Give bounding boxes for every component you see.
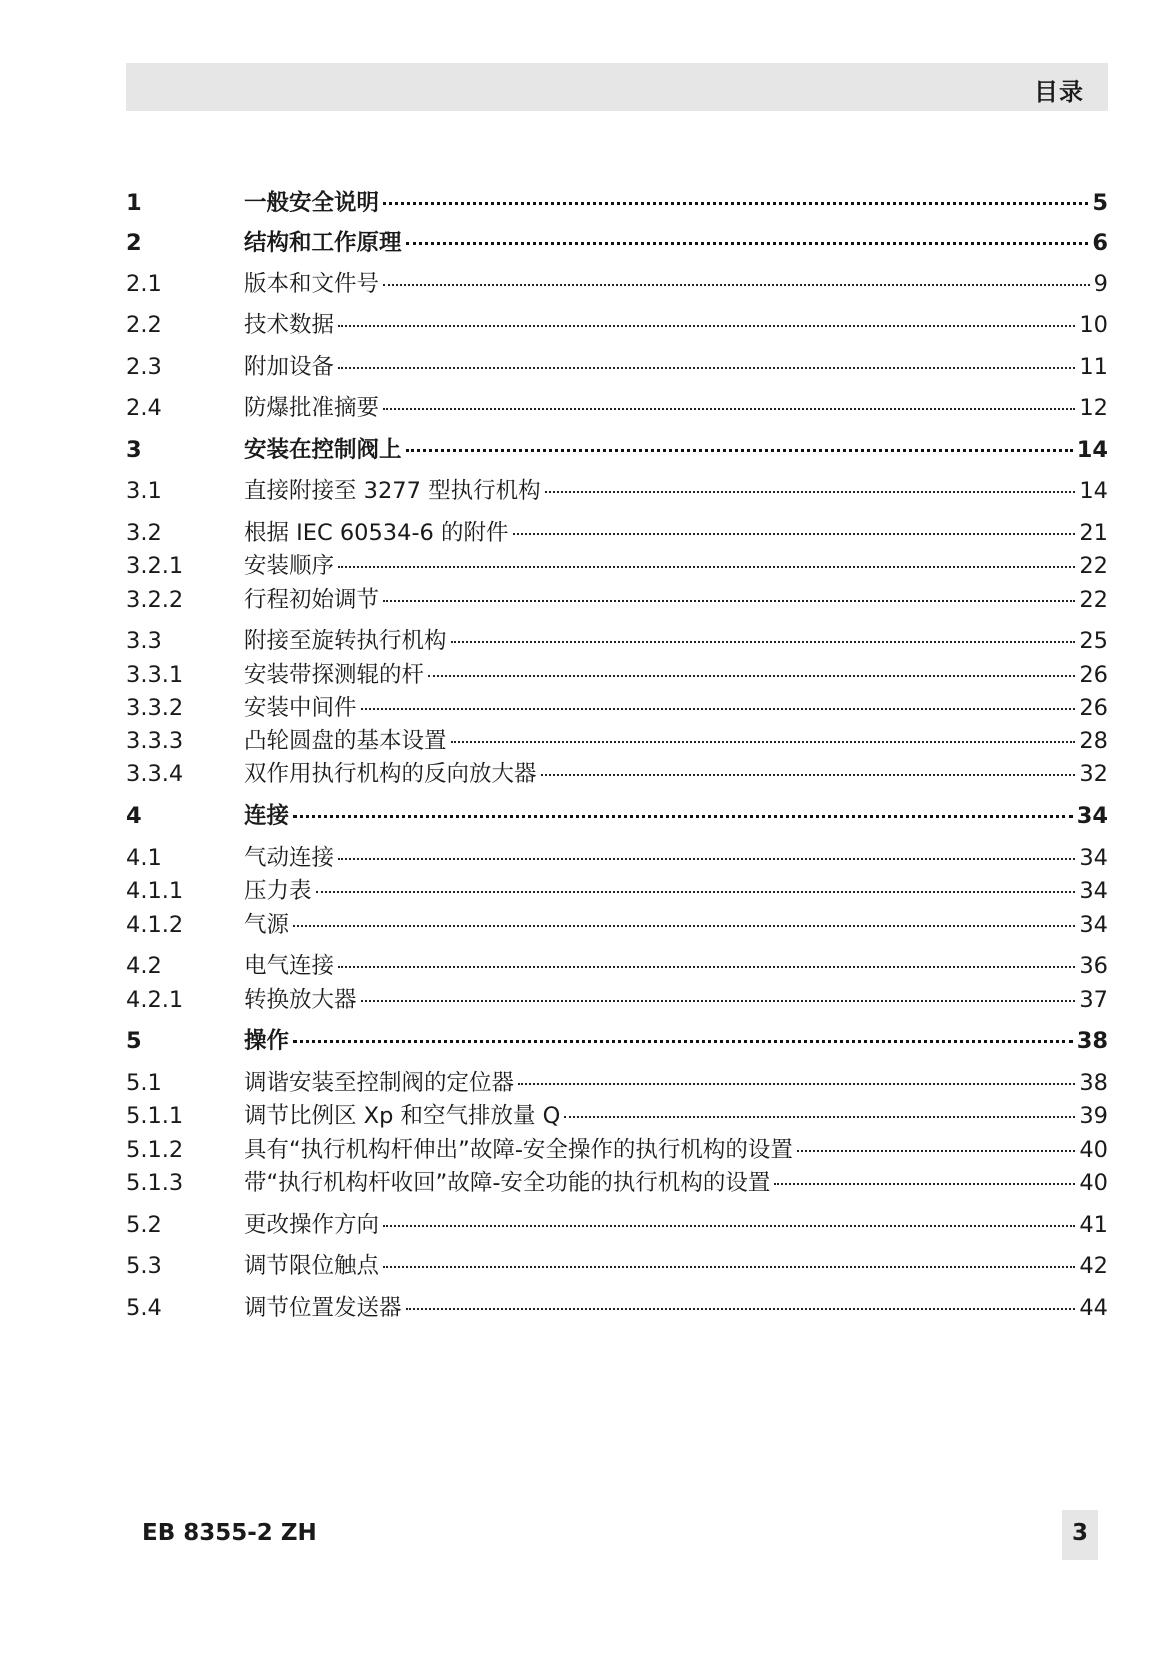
toc-leader-dots [361, 708, 1076, 710]
toc-entry[interactable] [126, 1026, 1108, 1056]
toc-entry-number: 2.1 [126, 271, 162, 297]
toc-entry-title: 安装顺序 [244, 551, 338, 581]
toc-entry-title: 调节限位触点 [244, 1251, 383, 1281]
toc-entry-number: 5 [126, 1028, 142, 1054]
toc-leader-dots [338, 966, 1075, 968]
toc-entry-number: 2.4 [126, 395, 162, 421]
toc-entry-page: 32 [1079, 761, 1108, 787]
toc-entry-number: 2.2 [126, 312, 162, 338]
toc-leader-dots [545, 491, 1076, 493]
toc-entry-number: 2 [126, 230, 142, 256]
toc-entry[interactable] [126, 801, 1108, 831]
toc-entry-title: 一般安全说明 [244, 188, 383, 218]
toc-entry-title: 行程初始调节 [244, 585, 383, 615]
toc-leader-dots [383, 1225, 1075, 1227]
toc-entry[interactable] [126, 1210, 1108, 1240]
toc-leader-dots [383, 408, 1075, 410]
toc-entry-page: 38 [1076, 1028, 1108, 1054]
toc-entry-title: 双作用执行机构的反向放大器 [244, 759, 541, 789]
toc-entry-page: 39 [1079, 1103, 1108, 1129]
toc-entry-title: 安装带探测辊的杆 [244, 660, 428, 690]
toc-entry-page: 10 [1079, 312, 1108, 338]
toc-leader-dots [293, 815, 1073, 818]
toc-entry-page: 14 [1076, 437, 1108, 463]
toc-entry-page: 34 [1079, 878, 1108, 904]
toc-entry-number: 3.3.3 [126, 728, 184, 754]
toc-entry-title: 带“执行机构杆收回”故障-安全功能的执行机构的设置 [244, 1168, 774, 1198]
toc-entry-page: 28 [1079, 728, 1108, 754]
toc-entry-page: 22 [1079, 587, 1108, 613]
header-bar [126, 63, 1108, 111]
toc-leader-dots [383, 1266, 1075, 1268]
toc-entry-number: 3.3.1 [126, 662, 184, 688]
toc-entry-title: 安装中间件 [244, 693, 361, 723]
toc-entry-title: 附接至旋转执行机构 [244, 626, 451, 656]
toc-entry-number: 4.2 [126, 953, 162, 979]
toc-entry-title: 连接 [244, 801, 293, 831]
toc-entry[interactable] [126, 910, 1108, 940]
toc-entry[interactable] [126, 476, 1108, 506]
toc-entry-title: 转换放大器 [244, 985, 361, 1015]
toc-entry-title: 凸轮圆盘的基本设置 [244, 726, 451, 756]
toc-entry-number: 4.1 [126, 845, 162, 871]
toc-entry[interactable] [126, 551, 1108, 581]
toc-entry-title: 版本和文件号 [244, 269, 383, 299]
toc-entry-number: 3 [126, 437, 142, 463]
toc-entry-page: 6 [1092, 230, 1108, 256]
toc-entry-title: 调节位置发送器 [244, 1293, 406, 1323]
toc-entry-number: 5.1.1 [126, 1103, 184, 1129]
toc-leader-dots [451, 641, 1076, 643]
toc-entry[interactable] [126, 693, 1108, 723]
toc-entry[interactable] [126, 626, 1108, 656]
toc-leader-dots [361, 1000, 1076, 1002]
toc-entry-number: 5.2 [126, 1212, 162, 1238]
toc-leader-dots [406, 1308, 1076, 1310]
toc-entry-page: 40 [1079, 1170, 1108, 1196]
toc-entry[interactable] [126, 876, 1108, 906]
toc-leader-dots [774, 1183, 1075, 1185]
toc-leader-dots [564, 1116, 1075, 1118]
toc-entry-title: 技术数据 [244, 310, 338, 340]
toc-entry[interactable] [126, 1135, 1108, 1165]
toc-entry-page: 22 [1079, 553, 1108, 579]
toc-leader-dots [513, 533, 1076, 535]
toc-entry-page: 26 [1079, 662, 1108, 688]
toc-entry[interactable] [126, 269, 1108, 299]
toc-entry[interactable] [126, 951, 1108, 981]
toc-leader-dots [316, 891, 1076, 893]
toc-entry[interactable] [126, 1101, 1108, 1131]
toc-entry[interactable] [126, 1068, 1108, 1098]
page-number: 3 [1071, 1520, 1088, 1546]
page-number-box [1062, 1510, 1098, 1560]
toc-entry-page: 41 [1079, 1212, 1108, 1238]
toc-entry-number: 3.2 [126, 520, 162, 546]
toc-entry-page: 9 [1093, 271, 1108, 297]
toc-entry-page: 11 [1079, 354, 1108, 380]
toc-entry-title: 防爆批准摘要 [244, 393, 383, 423]
toc-entry-page: 12 [1079, 395, 1108, 421]
toc-leader-dots [338, 367, 1075, 369]
toc-entry-page: 21 [1079, 520, 1108, 546]
toc-entry-title: 更改操作方向 [244, 1210, 383, 1240]
toc-entry-number: 5.1 [126, 1070, 162, 1096]
toc-entry-title: 压力表 [244, 876, 316, 906]
toc-entry-page: 34 [1079, 845, 1108, 871]
toc-entry-title: 根据 IEC 60534-6 的附件 [244, 518, 513, 548]
toc-entry[interactable] [126, 726, 1108, 756]
toc-entry-number: 4.2.1 [126, 987, 184, 1013]
toc-leader-dots [383, 600, 1075, 602]
toc-entry-page: 26 [1079, 695, 1108, 721]
toc-entry-title: 操作 [244, 1026, 293, 1056]
document-id: EB 8355-2 ZH [142, 1520, 317, 1546]
toc-entry[interactable] [126, 393, 1108, 423]
toc-entry[interactable] [126, 1251, 1108, 1281]
toc-entry-number: 3.2.2 [126, 587, 184, 613]
toc-leader-dots [338, 325, 1075, 327]
toc-leader-dots [797, 1150, 1075, 1152]
toc-entry-title: 气源 [244, 910, 293, 940]
toc-leader-dots [338, 566, 1075, 568]
toc-entry-title: 气动连接 [244, 843, 338, 873]
toc-entry-title: 安装在控制阀上 [244, 435, 406, 465]
toc-leader-dots [518, 1083, 1075, 1085]
toc-entry-number: 3.1 [126, 478, 162, 504]
toc-entry-number: 5.4 [126, 1295, 162, 1321]
toc-entry-number: 2.3 [126, 354, 162, 380]
toc-entry-title: 调谐安装至控制阀的定位器 [244, 1068, 518, 1098]
toc-entry-number: 5.1.3 [126, 1170, 184, 1196]
toc-entry[interactable] [126, 759, 1108, 789]
toc-entry-number: 5.1.2 [126, 1137, 184, 1163]
toc-entry-title: 调节比例区 Xp 和空气排放量 Q [244, 1101, 564, 1131]
toc-entry[interactable] [126, 585, 1108, 615]
page-title: 目录 [1034, 78, 1084, 106]
toc-entry[interactable] [126, 518, 1108, 548]
toc-entry[interactable] [126, 1293, 1108, 1323]
toc-entry[interactable] [126, 352, 1108, 382]
toc-entry-number: 3.3.4 [126, 761, 184, 787]
toc-entry[interactable] [126, 843, 1108, 873]
toc-leader-dots [428, 675, 1075, 677]
toc-leader-dots [406, 449, 1073, 452]
toc-entry-number: 4.1.1 [126, 878, 184, 904]
toc-leader-dots [406, 242, 1089, 245]
toc-leader-dots [451, 741, 1076, 743]
toc-entry-number: 1 [126, 190, 142, 216]
toc-entry-page: 44 [1079, 1295, 1108, 1321]
toc-entry-page: 42 [1079, 1253, 1108, 1279]
toc-entry-title: 直接附接至 3277 型执行机构 [244, 476, 545, 506]
toc-entry-title: 具有“执行机构杆伸出”故障-安全操作的执行机构的设置 [244, 1135, 797, 1165]
toc-entry-title: 附加设备 [244, 352, 338, 382]
toc-entry-page: 36 [1079, 953, 1108, 979]
toc-leader-dots [383, 284, 1090, 286]
toc-entry-page: 14 [1079, 478, 1108, 504]
toc-entry-page: 25 [1079, 628, 1108, 654]
toc-leader-dots [293, 1040, 1073, 1043]
toc-entry-page: 34 [1076, 803, 1108, 829]
toc-entry-title: 电气连接 [244, 951, 338, 981]
toc-leader-dots [383, 202, 1088, 205]
toc-entry-page: 37 [1079, 987, 1108, 1013]
toc-entry-number: 4 [126, 803, 142, 829]
toc-entry[interactable] [126, 1168, 1108, 1198]
toc-entry[interactable] [126, 985, 1108, 1015]
toc-entry[interactable] [126, 310, 1108, 340]
toc-entry-page: 40 [1079, 1137, 1108, 1163]
toc-entry-page: 34 [1079, 912, 1108, 938]
toc-entry-title: 结构和工作原理 [244, 228, 406, 258]
toc-leader-dots [541, 774, 1076, 776]
toc-entry-number: 3.2.1 [126, 553, 184, 579]
toc-entry-number: 4.1.2 [126, 912, 184, 938]
toc-entry-page: 38 [1079, 1070, 1108, 1096]
toc-entry[interactable] [126, 660, 1108, 690]
toc-leader-dots [293, 925, 1075, 927]
toc-entry[interactable] [126, 228, 1108, 258]
toc-entry-number: 5.3 [126, 1253, 162, 1279]
toc-entry-number: 3.3.2 [126, 695, 184, 721]
toc-entry[interactable] [126, 435, 1108, 465]
toc-entry[interactable] [126, 188, 1108, 218]
toc-leader-dots [338, 858, 1075, 860]
toc-entry-number: 3.3 [126, 628, 162, 654]
toc-entry-page: 5 [1092, 190, 1108, 216]
